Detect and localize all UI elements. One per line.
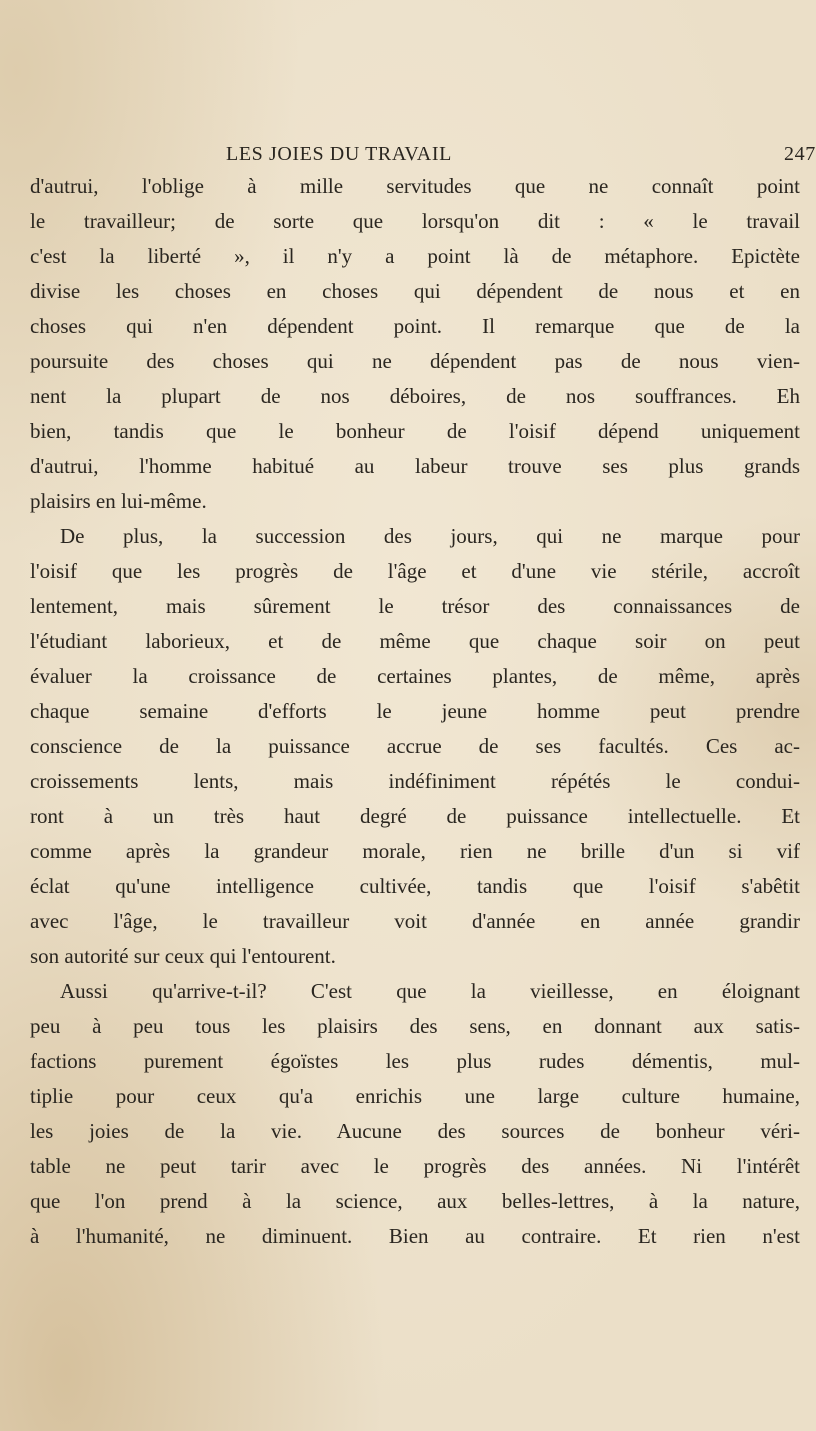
text-line: peu à peu tous les plaisirs des sens, en donnant aux satis- [30, 1014, 800, 1038]
running-title: LES JOIES DU TRAVAIL [226, 143, 452, 165]
page-number: 247 [784, 143, 816, 165]
text-line: éclat qu'une intelligence cultivée, tandis que l'oisif s'abêtit [30, 874, 800, 898]
text-line: divise les choses en choses qui dépendent de nous et en [30, 279, 800, 303]
paragraph-start-line: Aussi qu'arrive-t-il? C'est que la vieillesse, en éloignant [60, 979, 800, 1003]
text-line: choses qui n'en dépendent point. Il remarque que de la [30, 314, 800, 338]
text-line: conscience de la puissance accrue de ses facultés. Ces ac- [30, 734, 800, 758]
text-line: le travailleur; de sorte que lorsqu'on dit : « le travail [30, 209, 800, 233]
text-line: croissements lents, mais indéfiniment répétés le condui- [30, 769, 800, 793]
text-line: avec l'âge, le travailleur voit d'année en année grandir [30, 909, 800, 933]
text-line: poursuite des choses qui ne dépendent pas de nous vien- [30, 349, 800, 373]
text-line: chaque semaine d'efforts le jeune homme peut prendre [30, 699, 800, 723]
running-header [226, 143, 816, 175]
text-line: table ne peut tarir avec le progrès des années. Ni l'intérêt [30, 1154, 800, 1178]
text-line: ront à un très haut degré de puissance intellectuelle. Et [30, 804, 800, 828]
text-line: les joies de la vie. Aucune des sources de bonheur véri- [30, 1119, 800, 1143]
text-line: d'autrui, l'homme habitué au labeur trouve ses plus grands [30, 454, 800, 478]
text-line: bien, tandis que le bonheur de l'oisif dépend uniquement [30, 419, 800, 443]
text-line: l'étudiant laborieux, et de même que chaque soir on peut [30, 629, 800, 653]
text-line: plaisirs en lui-même. [30, 489, 207, 513]
text-line: factions purement égoïstes les plus rudes démentis, mul- [30, 1049, 800, 1073]
text-line: l'oisif que les progrès de l'âge et d'une vie stérile, accroît [30, 559, 800, 583]
text-line: évaluer la croissance de certaines plantes, de même, après [30, 664, 800, 688]
text-line: que l'on prend à la science, aux belles-lettres, à la nature, [30, 1189, 800, 1213]
text-line: à l'humanité, ne diminuent. Bien au contraire. Et rien n'est [30, 1224, 800, 1248]
paragraph-start-line: De plus, la succession des jours, qui ne marque pour [60, 524, 800, 548]
text-line: comme après la grandeur morale, rien ne brille d'un si vif [30, 839, 800, 863]
text-line: c'est la liberté », il n'y a point là de métaphore. Epictète [30, 244, 800, 268]
text-line: lentement, mais sûrement le trésor des connaissances de [30, 594, 800, 618]
text-line: son autorité sur ceux qui l'entourent. [30, 944, 336, 968]
text-line: tiplie pour ceux qu'a enrichis une large culture humaine, [30, 1084, 800, 1108]
text-line: nent la plupart de nos déboires, de nos souffrances. Eh [30, 384, 800, 408]
text-line: d'autrui, l'oblige à mille servitudes que ne connaît point [30, 174, 800, 198]
